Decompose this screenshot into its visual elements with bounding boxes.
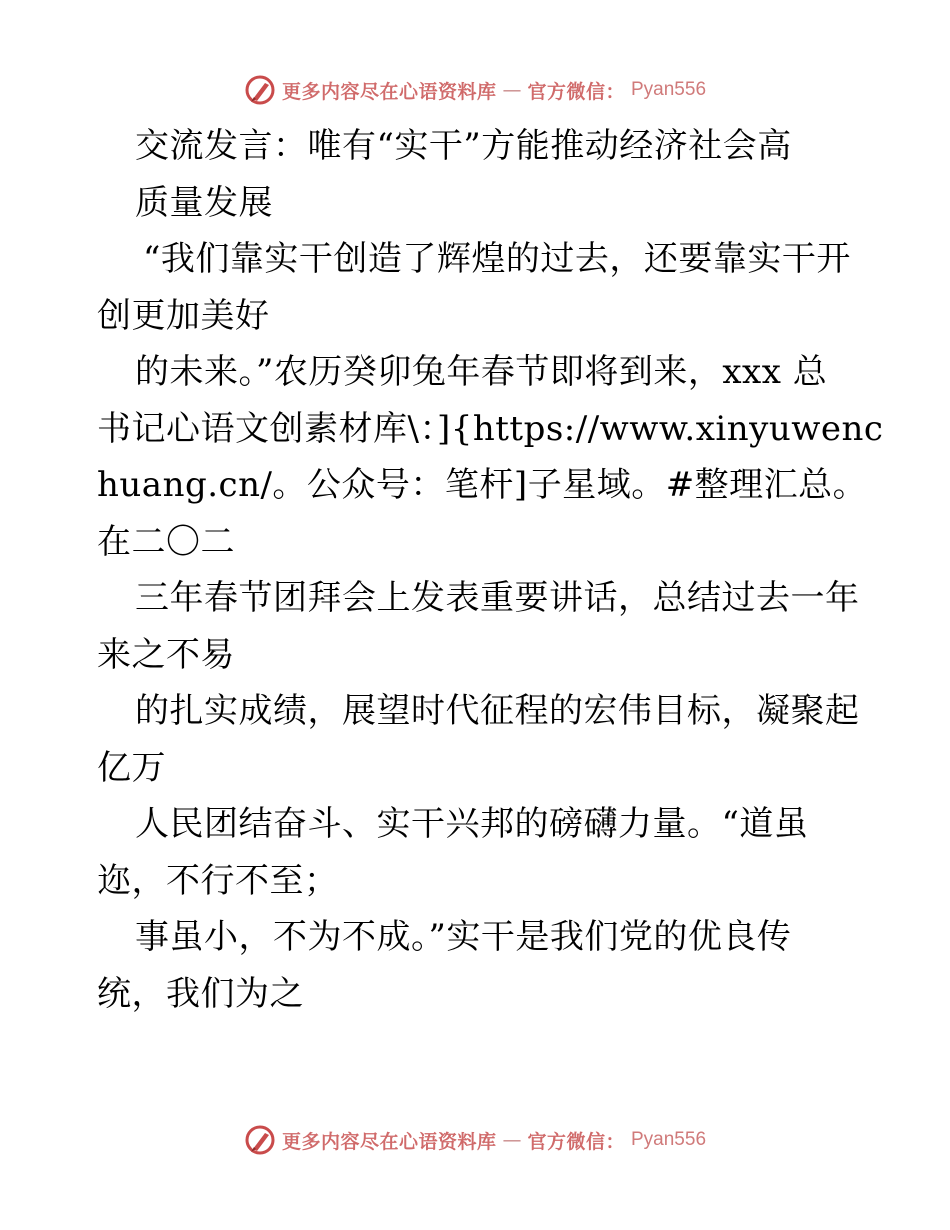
text-line: 事虽小，不为不成。”实干是我们党的优良传 — [135, 917, 792, 957]
text-line: 人民团结奋斗、实干兴邦的磅礴力量。“道虽 — [135, 804, 809, 844]
document-body — [97, 118, 884, 1022]
watermark-wechat-label: 官方微信： — [527, 80, 625, 103]
text-line: 创更加美好 — [97, 295, 270, 336]
text-line: huang.cn/。公众号：笔杆]子星域。#整理汇总。 — [97, 465, 868, 505]
document-title-line-2: 质量发展 — [135, 182, 273, 223]
footer-watermark — [0, 1123, 950, 1157]
watermark-separator: — — [502, 79, 522, 101]
text-line: 书记心语文创素材库\：]{https://www.xinyuwenc — [97, 408, 884, 449]
document-title-line-1: 交流发言：唯有“实干”方能推动经济社会高 — [135, 126, 792, 166]
text-line: 在二〇二 — [97, 521, 235, 562]
watermark-wechat-id: Pyan556 — [631, 79, 707, 100]
text-line: 亿万 — [97, 747, 166, 788]
watermark-text: 更多内容尽在心语资料库 — [281, 80, 497, 103]
text-line: 三年春节团拜会上发表重要讲话，总结过去一年 — [135, 578, 860, 618]
watermark-text: 更多内容尽在心语资料库 — [281, 1130, 497, 1153]
text-line: 统，我们为之 — [97, 973, 304, 1014]
watermark-separator: — — [502, 1129, 522, 1151]
text-line: 的扎实成绩，展望时代征程的宏伟目标，凝聚起 — [135, 691, 860, 731]
text-line: “我们靠实干创造了辉煌的过去，还要靠实干开 — [143, 239, 851, 279]
watermark-wechat-label: 官方微信： — [527, 1130, 625, 1153]
quill-pen-circle-icon — [244, 74, 276, 106]
watermark-wechat-id: Pyan556 — [631, 1129, 707, 1150]
text-line: 来之不易 — [97, 634, 235, 675]
text-line: 迩，不行不至； — [97, 860, 339, 901]
header-watermark — [0, 73, 950, 107]
quill-pen-circle-icon — [244, 1124, 276, 1156]
text-line: 的未来。”农历癸卯兔年春节即将到来，xxx 总 — [135, 352, 828, 392]
